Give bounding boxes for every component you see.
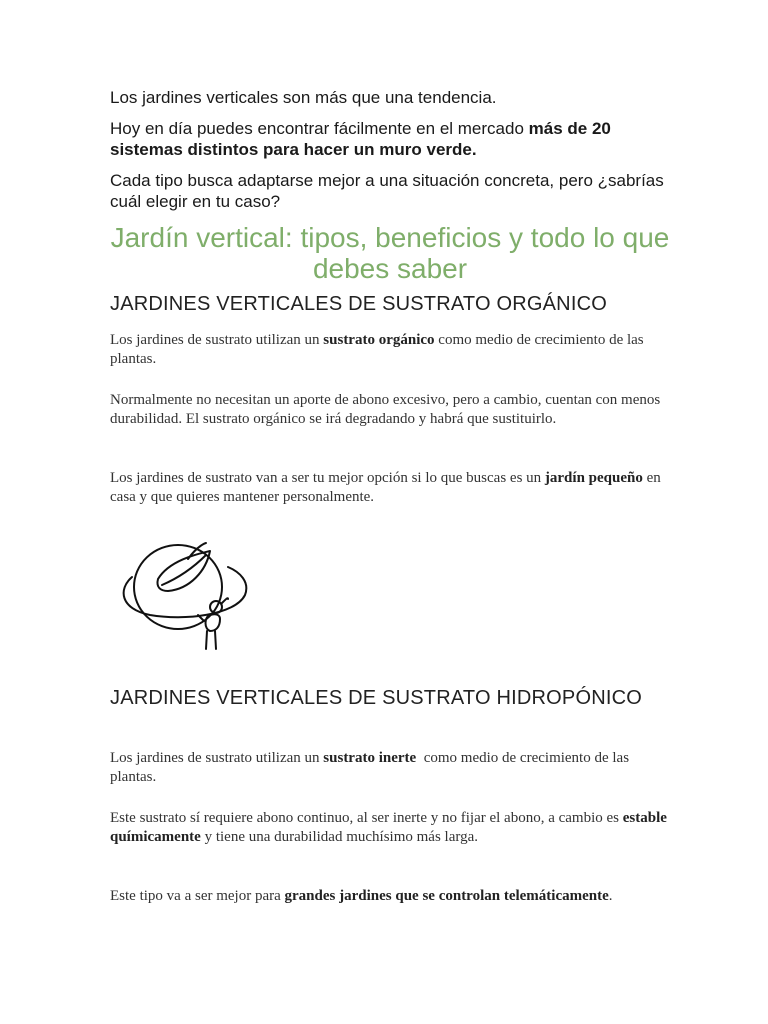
text: Los jardines de sustrato van a ser tu mejor opción si lo que buscas es un [110, 470, 545, 486]
intro-line-2-bold: más de 20 sistemas distintos para hacer un muro verde. [110, 119, 611, 159]
leaf-person-icon [110, 537, 250, 657]
intro-line-1 [110, 87, 670, 108]
section-hydroponic-paragraph-1 [110, 749, 670, 787]
text: . [608, 888, 613, 904]
text: como medio de crecimiento de las plantas. [110, 750, 633, 785]
section-hydroponic-heading: JARDINES VERTICALES DE SUSTRATO HIDROPÓNICO [110, 687, 643, 709]
text: Este tipo va a ser mejor para [110, 888, 285, 904]
intro-line-2 [110, 118, 670, 160]
bold-text: grandes jardines que se controlan telemáticamente [284, 888, 609, 904]
intro-line-1-text: Los jardines verticales son más que una tendencia. [110, 88, 497, 107]
section-organic-heading: JARDINES VERTICALES DE SUSTRATO ORGÁNICO [110, 293, 607, 315]
bold-text: sustrato orgánico [323, 332, 435, 348]
text: Los jardines de sustrato utilizan un [110, 332, 324, 348]
section-organic-paragraph-1 [110, 331, 670, 369]
bold-text: estable químicamente [110, 810, 667, 845]
text: Normalmente no necesitan un aporte de abono excesivo, pero a cambio, cuentan con menos durabilidad. El sustrato orgánico se irá degradando y habrá que sustituirlo. [110, 392, 661, 427]
section-hydroponic-paragraph-2 [110, 809, 670, 847]
intro-line-3-text: Cada tipo busca adaptarse mejor a una situación concreta, pero ¿sabrías cuál elegir en tu caso? [110, 171, 664, 211]
text: Los jardines de sustrato utilizan un [110, 750, 324, 766]
page-title: Jardín vertical: tipos, beneficios y todo lo que debes saber [110, 222, 670, 284]
intro-line-3 [110, 170, 670, 212]
bold-text: sustrato inerte [323, 750, 417, 766]
text: en casa y que quieres mantener personalmente. [110, 470, 661, 505]
section-organic-paragraph-2 [110, 391, 670, 429]
text: Este sustrato sí requiere abono continuo, al ser inerte y no fijar el abono, a cambio es [110, 810, 623, 826]
text: y tiene una durabilidad muchísimo más larga. [200, 829, 478, 845]
bold-text: jardín pequeño [544, 470, 643, 486]
section-hydroponic-paragraph-3 [110, 887, 670, 906]
section-organic-paragraph-3 [110, 469, 670, 507]
intro-line-2-text: Hoy en día puedes encontrar fácilmente en el mercado [110, 119, 529, 138]
text: como medio de crecimiento de las plantas. [110, 332, 644, 367]
